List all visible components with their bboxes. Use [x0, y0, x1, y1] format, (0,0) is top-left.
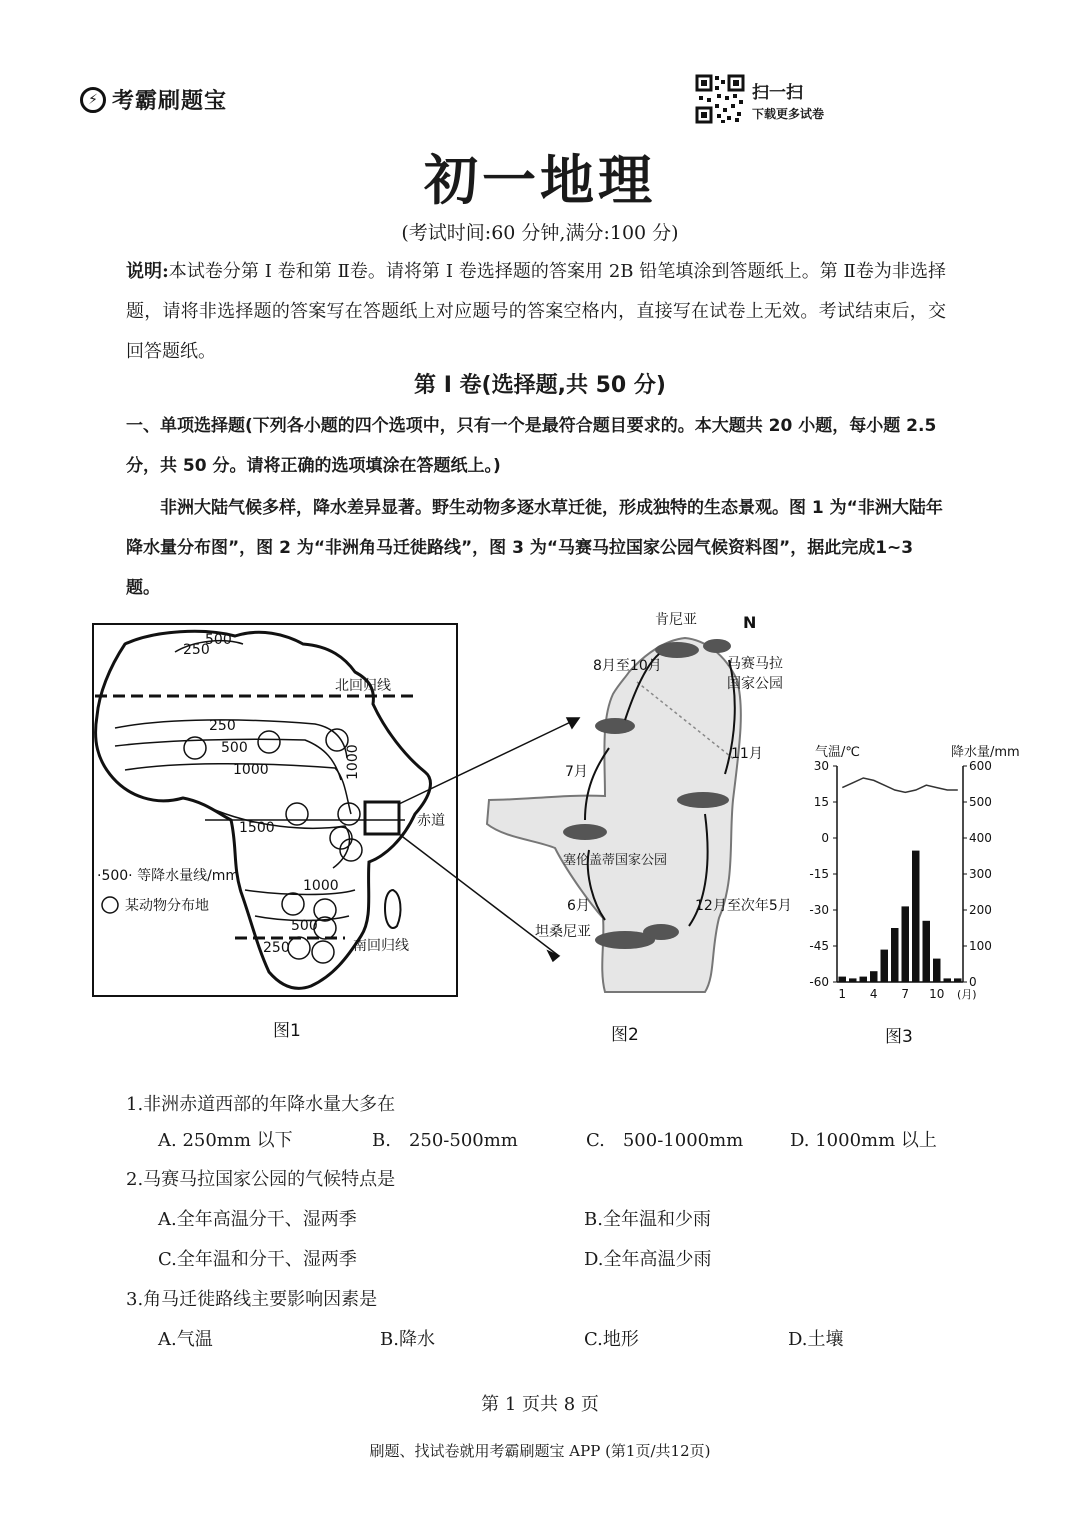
- qr-code-icon[interactable]: [695, 74, 745, 124]
- tropic-cancer-label: 北回归线: [335, 678, 391, 694]
- question-intro: 非洲大陆气候多样，降水差异显著。野生动物多逐水草迁徙，形成独特的生态景观。图 1 为“非洲大陆年降水量分布图”，图 2 为“非洲角马迁徙路线”，图 3 为“马赛马拉国家公园气候资料图”，据此完成1~3 题。: [126, 498, 943, 598]
- isohyet-label: 500: [205, 632, 232, 648]
- figure3-caption: 图3: [885, 1027, 913, 1047]
- figures-panel: [85, 600, 1020, 1060]
- brand-logo: [80, 84, 227, 115]
- question-3: 3.角马迁徙路线主要影响因素是: [126, 1289, 378, 1310]
- scan-sublabel: 下载更多试卷: [752, 107, 825, 121]
- tanzania-label: 坦桑尼亚: [535, 924, 591, 940]
- question-1: 1.非洲赤道西部的年降水量大多在: [126, 1094, 396, 1115]
- brand-name: 考霸刷题宝: [112, 89, 228, 114]
- dec-may-label: 12月至次年5月: [695, 898, 792, 914]
- equator-label: 赤道: [417, 813, 445, 829]
- q3-option-d[interactable]: D.土壤: [788, 1329, 844, 1350]
- x-tick-label: 7: [901, 987, 910, 1001]
- legend-isohyet: ·500· 等降水量线/mm: [97, 868, 240, 884]
- q2-option-d[interactable]: D.全年高温少雨: [584, 1249, 712, 1270]
- footer-promo: 刷题、找试卷就用考霸刷题宝 APP (第1页/共12页): [369, 1442, 711, 1460]
- page-number: 第 1 页共 8 页: [481, 1394, 599, 1415]
- question-2: 2.马赛马拉国家公园的气候特点是: [126, 1169, 396, 1190]
- isohyet-label: 250: [209, 718, 236, 734]
- tropic-capricorn-label: 南回归线: [353, 938, 409, 954]
- instructions-text: 本试卷分第 Ⅰ 卷和第 Ⅱ卷。请将第 Ⅰ 卷选择题的答案用 2B 铅笔填涂到答题纸上。第 Ⅱ卷为非选择题，请将非选择题的答案写在答题纸上对应题号的答案空格内，直接写在试卷上无效。考试结束后，交回答题纸。: [126, 261, 946, 362]
- precip-bar: [870, 971, 878, 982]
- q3-option-b[interactable]: B.降水: [380, 1329, 435, 1350]
- left-tick-label: 15: [813, 795, 829, 809]
- right-tick-label: 500: [969, 795, 992, 809]
- right-tick-label: 100: [969, 939, 992, 953]
- isohyet-label: 500: [221, 740, 248, 756]
- q3-option-c[interactable]: C.地形: [584, 1329, 639, 1350]
- x-tick-label: 1: [838, 987, 847, 1001]
- instructions-label: 说明:: [126, 261, 169, 282]
- masai-mara-label-1: 马赛马拉: [727, 656, 783, 672]
- kenya-label: 肯尼亚: [655, 612, 697, 628]
- climate-chart: [809, 744, 1019, 1001]
- x-axis-unit: (月): [957, 988, 977, 1001]
- instructions: [126, 252, 946, 372]
- scan-label: 扫一扫: [752, 83, 803, 103]
- page-title: 初一地理: [424, 149, 656, 212]
- aug-oct-label: 8月至10月: [593, 658, 662, 674]
- precip-bar: [923, 921, 931, 982]
- q2-option-b[interactable]: B.全年温和少雨: [584, 1209, 711, 1230]
- x-tick-label: 10: [929, 987, 945, 1001]
- isohyet-label: 1000: [303, 878, 339, 894]
- madagascar-outline: [385, 890, 400, 928]
- isohyet-label: 250: [263, 940, 290, 956]
- isohyet-label: 1000: [345, 744, 361, 780]
- right-tick-label: 0: [969, 975, 977, 989]
- isohyet-label: 500: [291, 918, 318, 934]
- precip-bar: [944, 978, 952, 982]
- section-heading: 第 Ⅰ 卷(选择题,共 50 分): [414, 373, 666, 398]
- q2-option-c[interactable]: C.全年温和分干、湿两季: [158, 1249, 357, 1270]
- exam-info: (考试时间:60 分钟,满分:100 分): [401, 222, 679, 244]
- herd: [563, 824, 607, 840]
- left-tick-label: 30: [813, 759, 829, 773]
- left-tick-label: 0: [821, 831, 829, 845]
- right-axis-title: 降水量/mm: [951, 745, 1020, 760]
- isohyet-label: 1000: [233, 762, 269, 778]
- nov-label: 11月: [731, 746, 763, 762]
- legend-animal: 某动物分布地: [125, 898, 209, 914]
- precip-bar: [881, 950, 889, 982]
- precip-bar: [849, 978, 857, 982]
- lightning-bolt-icon: ⚡: [80, 87, 106, 113]
- q2-option-a[interactable]: A.全年高温分干、湿两季: [158, 1209, 357, 1230]
- masai-mara-label-2: 国家公园: [727, 676, 783, 692]
- x-tick-label: 4: [869, 987, 878, 1001]
- q1-option-b[interactable]: B. 250-500mm: [372, 1130, 518, 1151]
- left-tick-label: -60: [809, 975, 829, 989]
- precip-bar: [891, 928, 899, 982]
- herd: [595, 718, 635, 734]
- q1-option-d[interactable]: D. 1000mm 以上: [790, 1130, 937, 1151]
- precip-bar: [954, 978, 962, 982]
- right-tick-label: 400: [969, 831, 992, 845]
- part-one-instructions: 一、单项选择题(下列各小题的四个选项中，只有一个是最符合题目要求的。本大题共 20 小题，每小题 2.5分，共 50 分。请将正确的选项填涂在答题纸上。): [126, 416, 937, 476]
- figure2-caption: 图2: [611, 1025, 639, 1045]
- left-tick-label: -30: [809, 903, 829, 917]
- herd: [655, 642, 699, 658]
- right-tick-label: 600: [969, 759, 992, 773]
- herd: [643, 924, 679, 940]
- temperature-line: [842, 778, 958, 792]
- q1-option-c[interactable]: C. 500-1000mm: [586, 1130, 744, 1151]
- herd: [677, 792, 729, 808]
- q1-option-a[interactable]: A. 250mm 以下: [158, 1130, 293, 1151]
- north-arrow-label: N: [743, 613, 757, 632]
- herd: [703, 639, 731, 653]
- precip-bar: [902, 906, 910, 982]
- figure1-caption: 图1: [273, 1021, 301, 1041]
- right-tick-label: 300: [969, 867, 992, 881]
- left-axis-title: 气温/℃: [815, 745, 860, 760]
- scan-prompt: [752, 78, 824, 122]
- jul-label: 7月: [565, 764, 588, 780]
- q3-option-a[interactable]: A.气温: [158, 1329, 213, 1350]
- precip-bar: [933, 959, 941, 982]
- left-tick-label: -15: [809, 867, 829, 881]
- right-tick-label: 200: [969, 903, 992, 917]
- left-tick-label: -45: [809, 939, 829, 953]
- jun-label: 6月: [567, 898, 590, 914]
- serengeti-label: 塞伦盖蒂国家公园: [563, 853, 668, 868]
- precip-bar: [860, 977, 868, 982]
- precip-bar: [912, 851, 920, 982]
- isohyet-label: 250: [183, 642, 210, 658]
- isohyet-label: 1500: [239, 820, 275, 836]
- precip-bar: [839, 977, 847, 982]
